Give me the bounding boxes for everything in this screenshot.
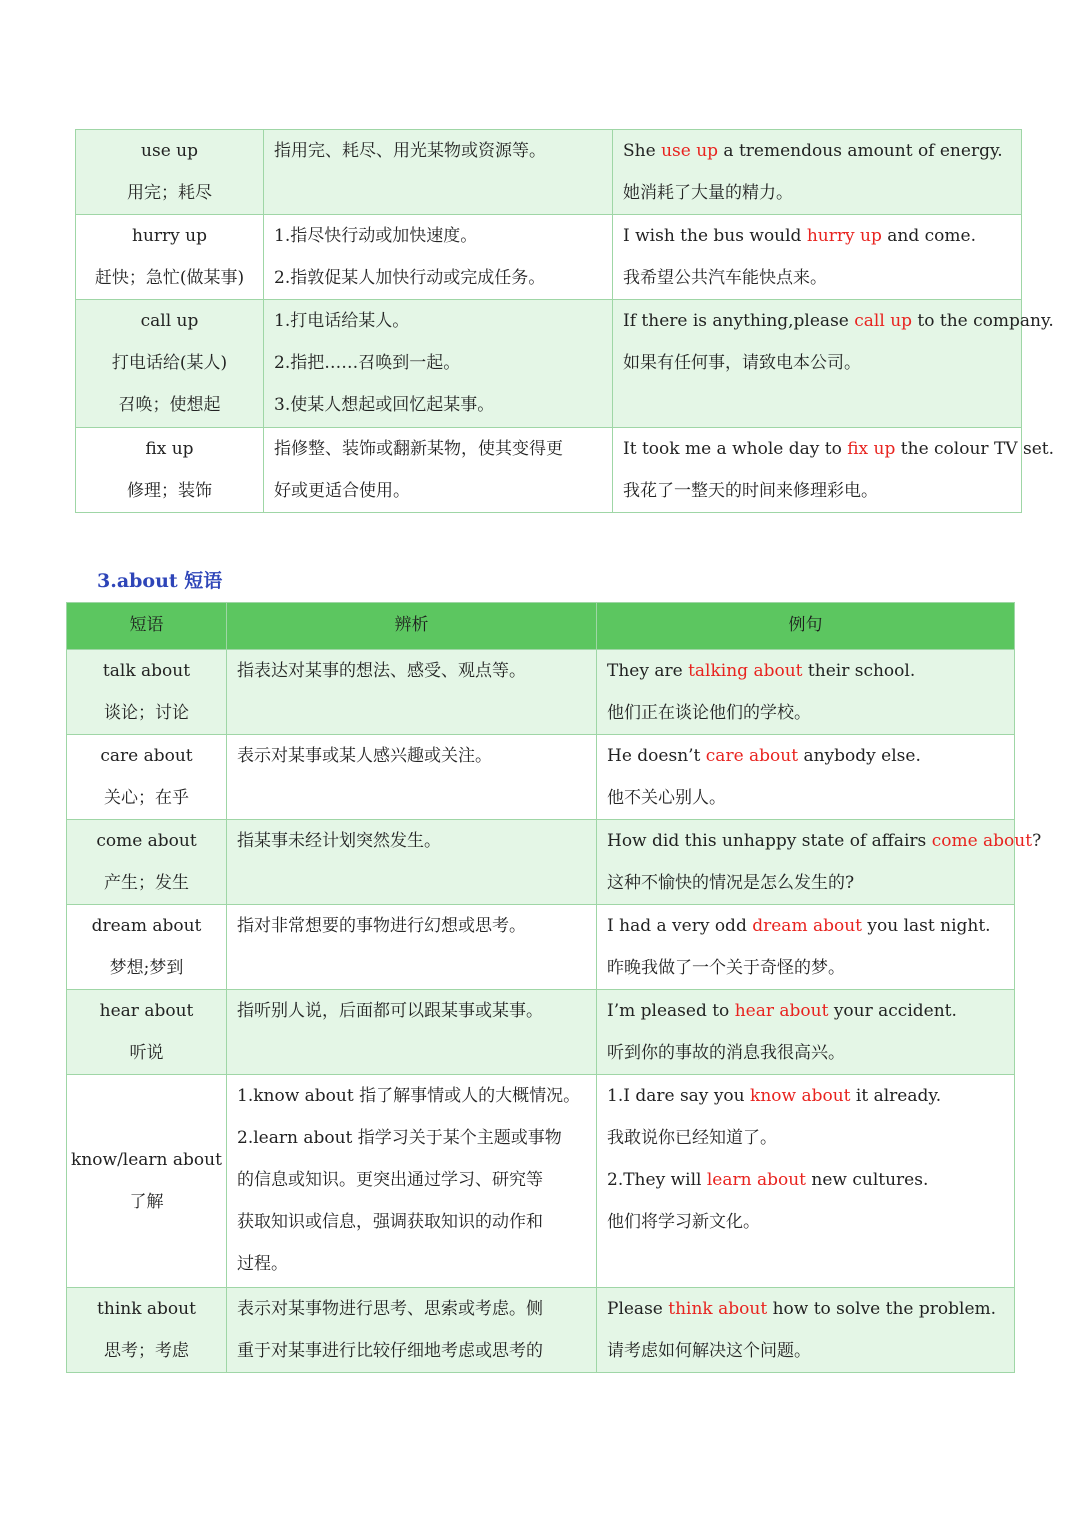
example-cell: She use up a tremendous amount of energy. 她消耗了大量的精力。 — [613, 130, 1022, 215]
highlighted-phrase: dream about — [752, 916, 862, 936]
phrase-cell: care about 关心；在乎 — [67, 735, 227, 820]
analysis-cell: 1.打电话给某人。 2.指把……召唤到一起。 3.使某人想起或回忆起某事。 — [264, 300, 613, 428]
about-phrases-table — [66, 602, 1042, 1373]
table-row — [67, 1075, 1015, 1288]
table-row — [67, 1288, 1015, 1373]
highlighted-phrase: use up — [661, 141, 719, 161]
analysis-cell: 指表达对某事的想法、感受、观点等。 — [227, 650, 597, 735]
highlighted-phrase: call up — [854, 311, 913, 331]
phrase-cell: dream about 梦想;梦到 — [67, 905, 227, 990]
table-row — [67, 820, 1015, 905]
example-cell: I wish the bus would hurry up and come. 我希望公共汽车能快点来。 — [613, 215, 1022, 300]
analysis-cell: 指用完、耗尽、用光某物或资源等。 — [264, 130, 613, 215]
example-cell: He doesn’t care about anybody else. 他不关心别人。 — [597, 735, 1015, 820]
highlighted-phrase: hurry up — [806, 226, 882, 246]
section-title: 3.about 短语 — [97, 570, 223, 592]
header-example: 例句 — [597, 603, 1015, 650]
example-cell: Please think about how to solve the problem. 请考虑如何解决这个问题。 — [597, 1288, 1015, 1373]
analysis-cell: 1.指尽快行动或加快速度。 2.指敦促某人加快行动或完成任务。 — [264, 215, 613, 300]
highlighted-phrase: learn about — [706, 1170, 806, 1190]
highlighted-phrase: come about — [931, 831, 1033, 851]
example-cell: How did this unhappy state of affairs come about? 这种不愉快的情况是怎么发生的? — [597, 820, 1015, 905]
analysis-cell: 1.know about 指了解事情或人的大概情况。 2.learn about 指学习关于某个主题或事物 的信息或知识。更突出通过学习、研究等 获取知识或信息，强调获取知识的动作和 过程。 — [227, 1075, 597, 1288]
header-phrase: 短语 — [67, 603, 227, 650]
phrase-cell: know/learn about 了解 — [67, 1075, 227, 1288]
highlighted-phrase: hear about — [734, 1001, 829, 1021]
table-row — [76, 428, 1022, 513]
phrase-cell: think about 思考；考虑 — [67, 1288, 227, 1373]
example-cell: If there is anything,please call up to the company. 如果有任何事，请致电本公司。 — [613, 300, 1022, 428]
table-row — [76, 130, 1022, 215]
analysis-cell: 指某事未经计划突然发生。 — [227, 820, 597, 905]
analysis-cell: 指对非常想要的事物进行幻想或思考。 — [227, 905, 597, 990]
analysis-cell: 表示对某事物进行思考、思索或考虑。侧 重于对某事进行比较仔细地考虑或思考的 — [227, 1288, 597, 1373]
analysis-cell: 指听别人说，后面都可以跟某事或某事。 — [227, 990, 597, 1075]
example-cell: It took me a whole day to fix up the colour TV set. 我花了一整天的时间来修理彩电。 — [613, 428, 1022, 513]
highlighted-phrase: think about — [668, 1299, 768, 1319]
highlighted-phrase: care about — [705, 746, 799, 766]
analysis-cell: 表示对某事或某人感兴趣或关注。 — [227, 735, 597, 820]
example-cell: I’m pleased to hear about your accident. 听到你的事故的消息我很高兴。 — [597, 990, 1015, 1075]
phrase-cell: talk about 谈论；讨论 — [67, 650, 227, 735]
table-row — [67, 990, 1015, 1075]
table-row — [76, 215, 1022, 300]
example-cell: They are talking about their school. 他们正在谈论他们的学校。 — [597, 650, 1015, 735]
table-row — [76, 300, 1022, 428]
example-cell: 1.I dare say you know about it already. 我敢说你已经知道了。 2.They will learn about new cultures. 他们将学习新文化。 — [597, 1075, 1015, 1288]
table-row — [67, 735, 1015, 820]
highlighted-phrase: talking about — [688, 661, 803, 681]
analysis-cell: 指修整、装饰或翻新某物，使其变得更 好或更适合使用。 — [264, 428, 613, 513]
table-header-row — [67, 603, 1015, 650]
up-phrases-table — [75, 129, 1054, 513]
table-row — [67, 650, 1015, 735]
phrase-cell: hurry up 赶快；急忙(做某事) — [76, 215, 264, 300]
phrase-cell: call up 打电话给(某人) 召唤；使想起 — [76, 300, 264, 428]
phrase-cell: hear about 听说 — [67, 990, 227, 1075]
header-analysis: 辨析 — [227, 603, 597, 650]
example-cell: I had a very odd dream about you last night. 昨晚我做了一个关于奇怪的梦。 — [597, 905, 1015, 990]
highlighted-phrase: know about — [750, 1086, 851, 1106]
highlighted-phrase: fix up — [847, 439, 896, 459]
phrase-cell: come about 产生；发生 — [67, 820, 227, 905]
phrase-cell: use up 用完；耗尽 — [76, 130, 264, 215]
table-row — [67, 905, 1015, 990]
phrase-cell: fix up 修理；装饰 — [76, 428, 264, 513]
